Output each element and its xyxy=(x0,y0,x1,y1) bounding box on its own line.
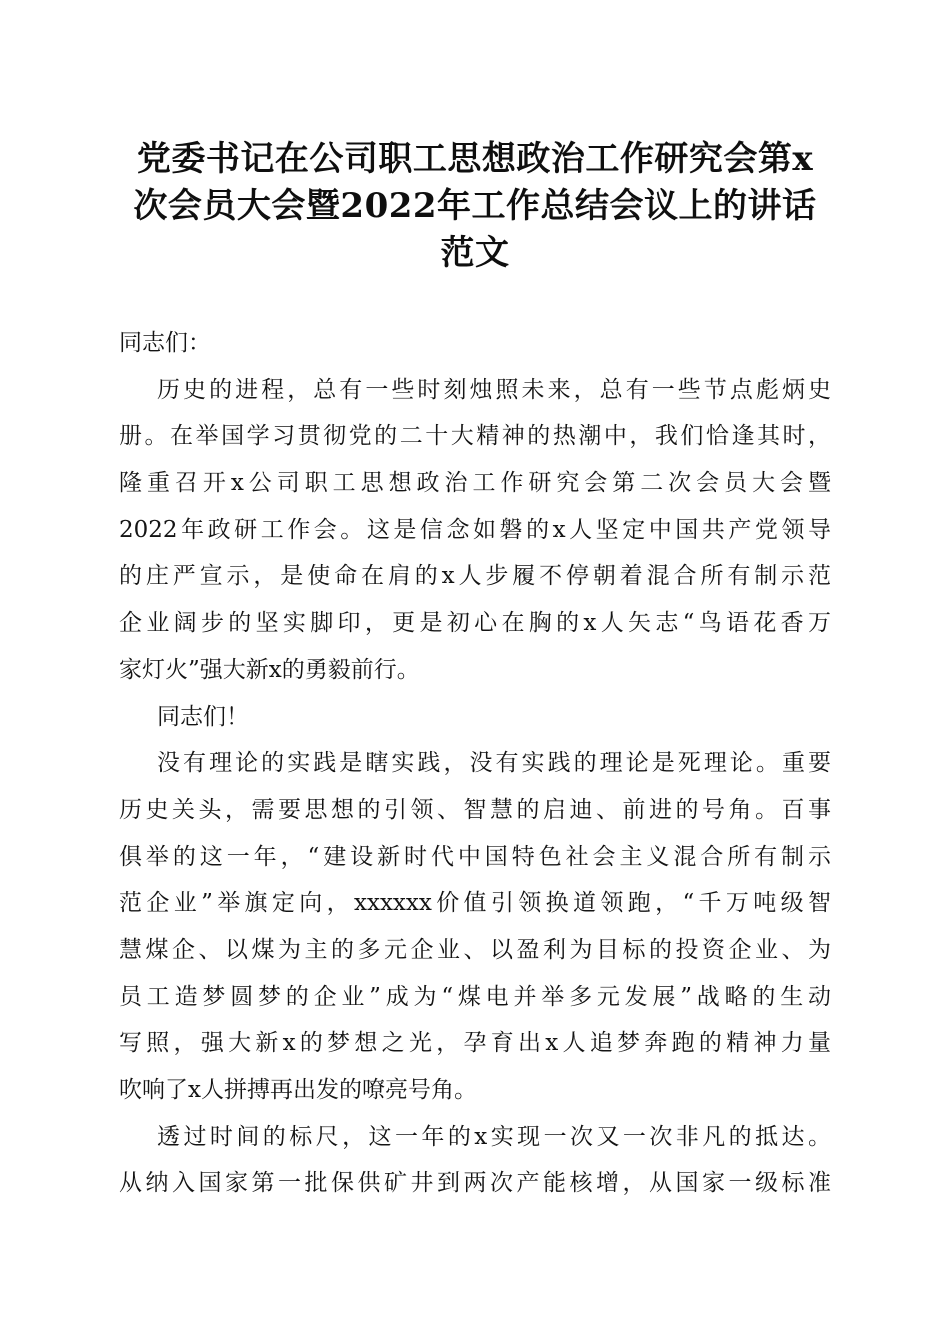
paragraph-line: 企业阔步的坚实脚印，更是初心在胸的x人矢志“鸟语花香万 xyxy=(119,610,831,637)
title-line: 次会员大会暨2022年工作总结会议上的讲话 xyxy=(133,186,817,226)
salutation: 同志们！ xyxy=(157,703,249,730)
document-body xyxy=(119,320,831,1207)
paragraph-line: 范企业”举旗定向，xxxxxx价值引领换道领跑，“千万吨级智 xyxy=(119,890,831,917)
paragraph-line: 员工造梦圆梦的企业”成为“煤电并举多元发展”战略的生动 xyxy=(119,983,831,1010)
title-line: 党委书记在公司职工思想政治工作研究会第x xyxy=(136,139,814,179)
paragraph-line: 历史的进程，总有一些时刻烛照未来，总有一些节点彪炳史 xyxy=(157,376,831,403)
paragraph-line: 没有理论的实践是瞎实践，没有实践的理论是死理论。重要 xyxy=(157,750,831,777)
paragraph-line: 2022年政研工作会。这是信念如磐的x人坚定中国共产党领导 xyxy=(119,516,831,543)
paragraph-line: 写照，强大新x的梦想之光，孕育出x人追梦奔跑的精神力量 xyxy=(119,1030,831,1057)
salutation: 同志们： xyxy=(119,330,211,356)
paragraph-line: 隆重召开x公司职工思想政治工作研究会第二次会员大会暨 xyxy=(119,470,831,497)
document-title xyxy=(110,136,840,277)
title-line: 范文 xyxy=(440,233,510,273)
paragraph-line: 历史关头，需要思想的引领、智慧的启迪、前进的号角。百事 xyxy=(119,796,831,823)
paragraph-line: 从纳入国家第一批保供矿井到两次产能核增，从国家一级标准 xyxy=(119,1170,831,1197)
paragraph-line: 吹响了x人拼搏再出发的嘹亮号角。 xyxy=(119,1077,477,1103)
paragraph-line: 慧煤企、以煤为主的多元企业、以盈利为目标的投资企业、为 xyxy=(119,936,831,963)
paragraph-line: 家灯火”强大新x的勇毅前行。 xyxy=(119,656,420,683)
paragraph-line: 的庄严宣示，是使命在肩的x人步履不停朝着混合所有制示范 xyxy=(119,563,831,590)
paragraph-line: 俱举的这一年，“建设新时代中国特色社会主义混合所有制示 xyxy=(119,843,831,870)
paragraph-line: 册。在举国学习贯彻党的二十大精神的热潮中，我们恰逢其时， xyxy=(119,423,831,450)
paragraph-line: 透过时间的标尺，这一年的x实现一次又一次非凡的抵达。 xyxy=(157,1123,831,1150)
